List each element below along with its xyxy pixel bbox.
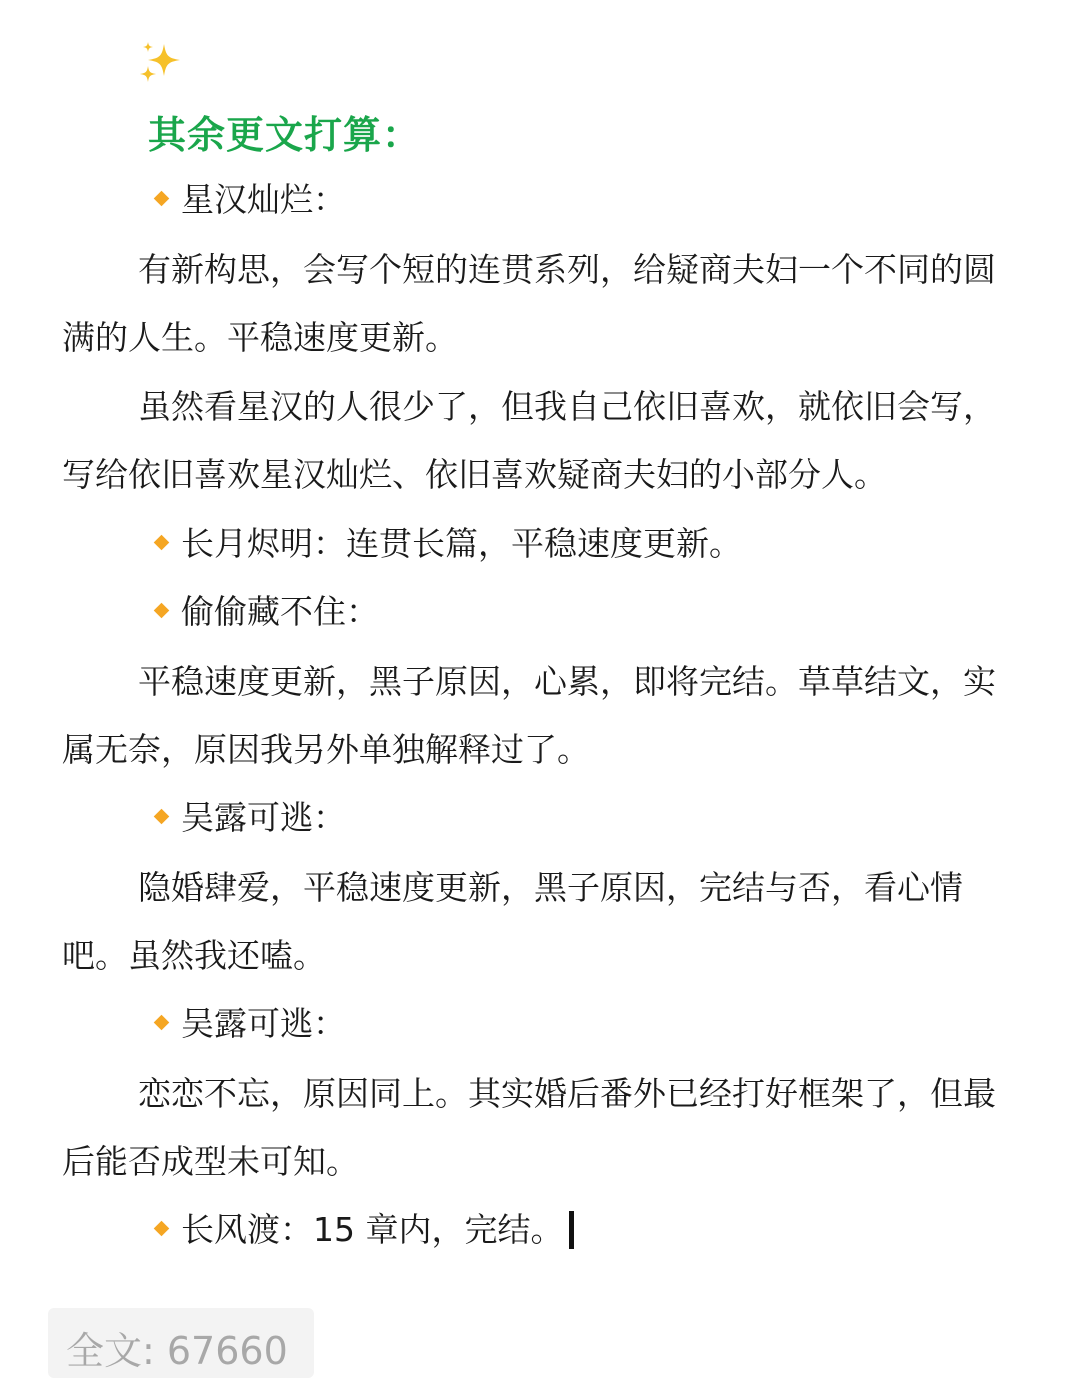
orange-diamond-icon — [154, 603, 170, 619]
bullet-item-changyue — [150, 522, 742, 566]
word-count-badge — [48, 1308, 314, 1378]
orange-diamond-icon — [154, 535, 170, 551]
paragraph-toutou: 平稳速度更新，黑子原因，心累，即将完结。草草结文，实属无奈，原因我另外单独解释过了。 — [62, 662, 996, 769]
bullet-item-wulu-2 — [150, 1002, 346, 1046]
paragraph-wulu-1: 隐婚肆爱，平稳速度更新，黑子原因，完结与否，看心情吧。虽然我还嗑。 — [62, 868, 963, 975]
orange-diamond-icon — [154, 1221, 170, 1237]
bullet-label: 偷偷藏不住： — [181, 592, 379, 631]
section-heading: 其余更文打算： — [148, 113, 422, 157]
bullet-item-toutou — [150, 590, 379, 634]
bullet-label: 吴露可逃： — [181, 1004, 346, 1043]
bullet-label: 吴露可逃： — [181, 798, 346, 837]
orange-diamond-icon — [154, 191, 170, 207]
bullet-label: 长风渡：15 章内，完结。 — [181, 1210, 564, 1249]
word-count-text: 全文: 67660 — [66, 1329, 288, 1373]
paragraph-wulu-2: 恋恋不忘，原因同上。其实婚后番外已经打好框架了，但最后能否成型未可知。 — [62, 1074, 996, 1181]
bullet-item-changfeng — [150, 1208, 574, 1252]
orange-diamond-icon — [154, 1015, 170, 1031]
bullet-item-xinghan — [150, 178, 346, 222]
bullet-label: 长月烬明：连贯长篇，平稳速度更新。 — [181, 524, 742, 563]
bullet-label: 星汉灿烂： — [181, 180, 346, 219]
sparkles-icon — [138, 40, 184, 86]
text-cursor — [569, 1211, 574, 1249]
paragraph-xinghan-2: 虽然看星汉的人很少了，但我自己依旧喜欢，就依旧会写，写给依旧喜欢星汉灿烂、依旧喜欢疑商夫妇的小部分人。 — [62, 387, 996, 494]
bullet-item-wulu-1 — [150, 796, 346, 840]
paragraph-xinghan: 有新构思，会写个短的连贯系列，给疑商夫妇一个不同的圆满的人生。平稳速度更新。 — [62, 250, 996, 357]
orange-diamond-icon — [154, 809, 170, 825]
